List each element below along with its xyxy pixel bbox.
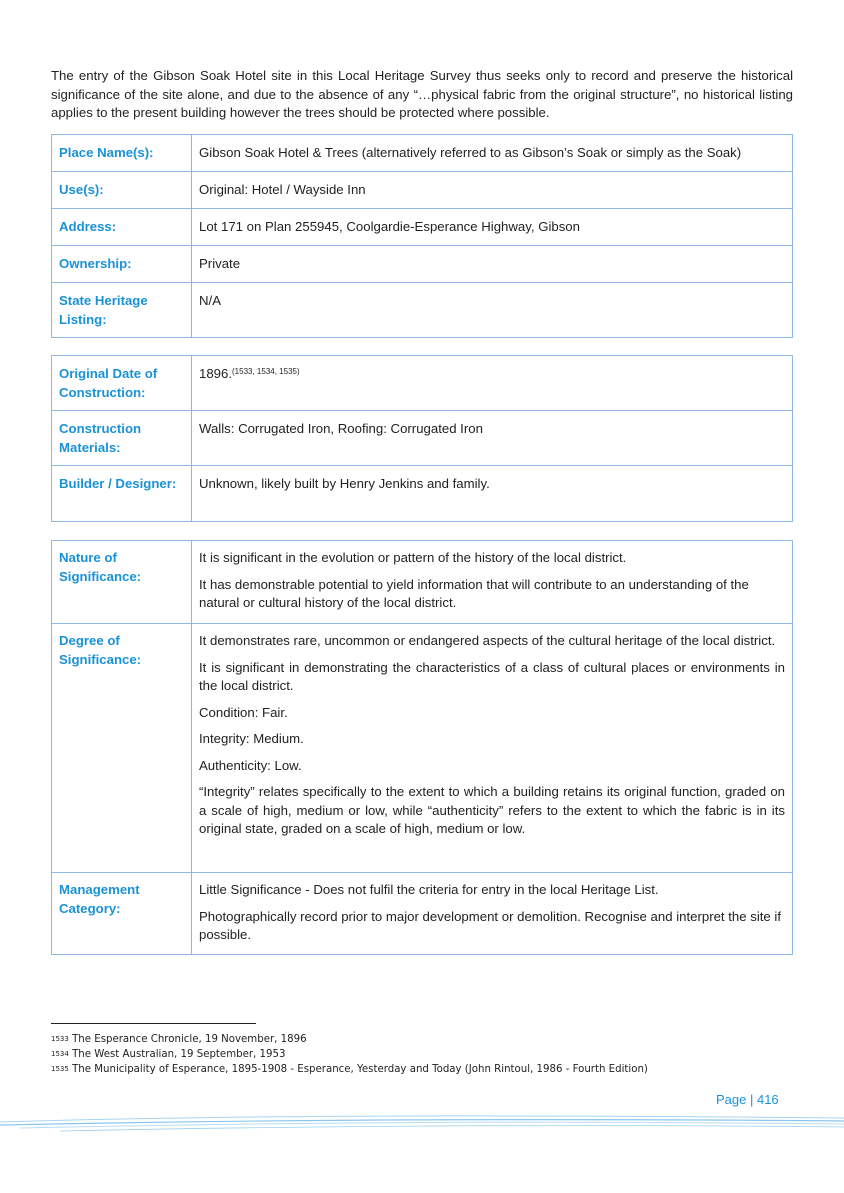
place-details-table [51, 134, 793, 338]
state-heritage-listing-value: N/A [192, 283, 793, 338]
date-footnote-refs: (1533, 1534, 1535) [232, 367, 300, 376]
footer-wave-decoration [0, 1108, 844, 1138]
original-date-value: 1896.$^{(1533, 1534, 1535)}$ [192, 356, 793, 411]
footnote: $^{1534}$ The West Australian, 19 September, 1953 [51, 1049, 286, 1061]
construction-materials-value: Walls: Corrugated Iron, Roofing: Corrugated Iron [192, 411, 793, 466]
place-name-label: Place Name(s): [52, 135, 192, 172]
management-category-label: Management Category: [52, 873, 192, 955]
ownership-value: Private [192, 246, 793, 283]
management-category-value: Little Significance - Does not fulfil the criteria for entry in the local Heritage List. Photographically record prior to major development or demolition. Recognise and interpret the site if possible. [192, 873, 793, 955]
state-heritage-listing-label: State Heritage Listing: [52, 283, 192, 338]
construction-materials-label: Construction Materials: [52, 411, 192, 466]
footnote: $^{1533}$ The Esperance Chronicle, 19 November, 1896 [51, 1034, 307, 1045]
ownership-label: Ownership: [52, 246, 192, 283]
footnotes [51, 1032, 771, 1078]
builder-label: Builder / Designer: [52, 466, 192, 522]
degree-of-significance-value: It demonstrates rare, uncommon or endangered aspects of the cultural heritage of the local district. It is significant in demonstrating the characteristics of a class of cultural places or environments in the local district. Condition: Fair. Integrity: Medium. Authenticity: Low. “Integrity” relates specifically to the extent to which a building retains its original function, graded on a scale of high, medium or low, while “authenticity” refers to the extent to which the fabric is in its original state, graded on a scale of high, medium or low. [192, 624, 793, 873]
use-label: Use(s): [52, 172, 192, 209]
page-number: Page | 416 [716, 1092, 779, 1107]
intro-paragraph: The entry of the Gibson Soak Hotel site in this Local Heritage Survey thus seeks only to record and preserve the historical significance of the site alone, and due to the absence of any “…physical fabric from the original structure”, no historical listing applies to the present building however the trees should be protected where possible. [51, 68, 793, 120]
address-value: Lot 171 on Plan 255945, Coolgardie-Esperance Highway, Gibson [192, 209, 793, 246]
builder-value: Unknown, likely built by Henry Jenkins and family. [192, 466, 793, 522]
original-date-label: Original Date of Construction: [52, 356, 192, 411]
place-name-value: Gibson Soak Hotel & Trees (alternatively referred to as Gibson’s Soak or simply as the Soak) [192, 135, 793, 172]
use-value: Original: Hotel / Wayside Inn [192, 172, 793, 209]
construction-table [51, 355, 793, 522]
footnote: $^{1535}$ The Municipality of Esperance, 1895-1908 - Esperance, Yesterday and Today (John Rintoul, 1986 - Fourth Edition) [51, 1064, 648, 1076]
nature-of-significance-value: It is significant in the evolution or pattern of the history of the local district. It has demonstrable potential to yield information that will contribute to an understanding of the natural or cultural history of the local district. [192, 541, 793, 624]
address-label: Address: [52, 209, 192, 246]
nature-of-significance-label: Nature of Significance: [52, 541, 192, 624]
degree-of-significance-label: Degree of Significance: [52, 624, 192, 873]
footnote-divider [51, 1023, 256, 1024]
significance-table [51, 540, 793, 955]
